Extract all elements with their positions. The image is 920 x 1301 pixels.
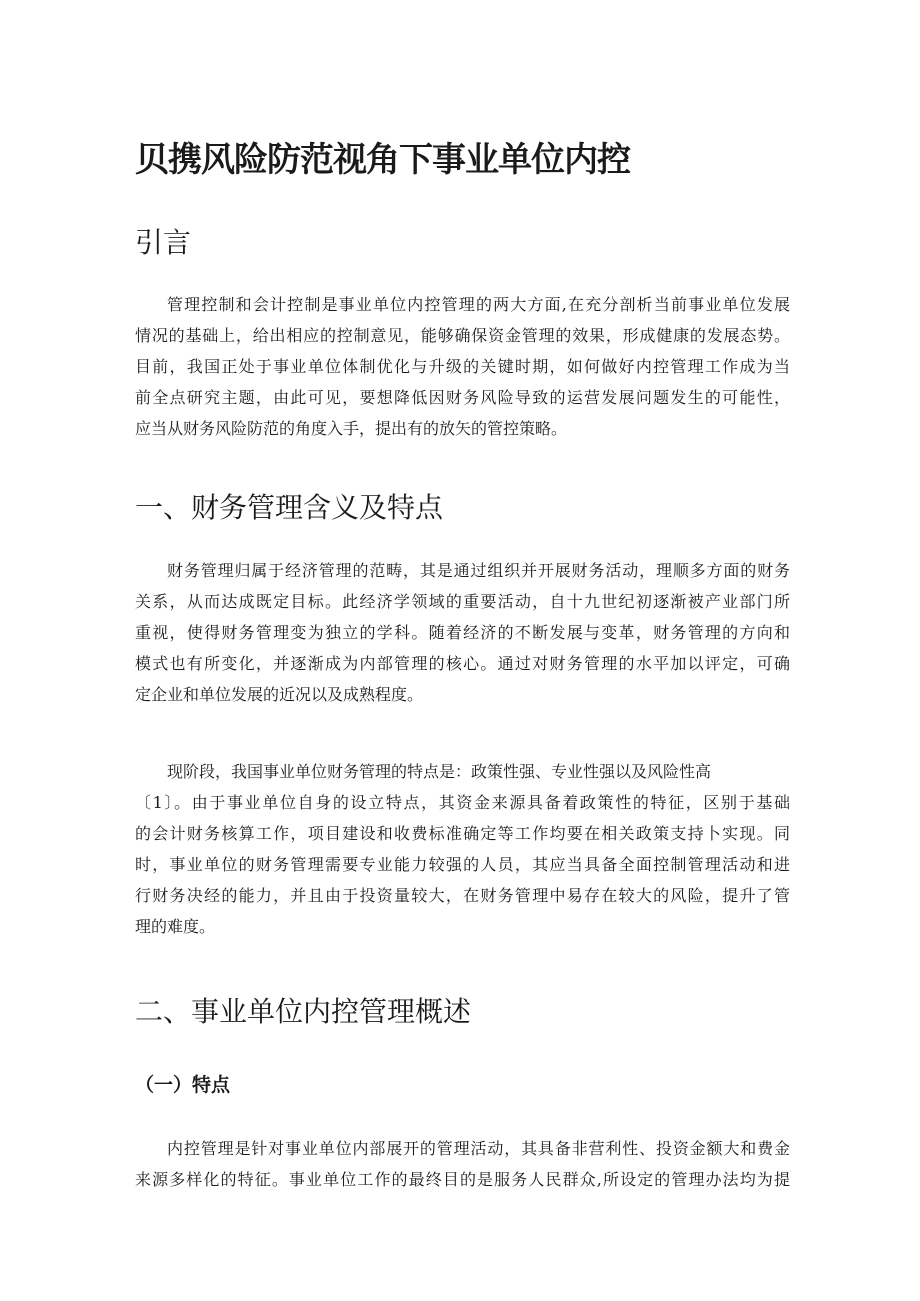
text-line: 重视，使得财务管理变为独立的学科。随着经济的不断发展与变革，财务管理的方向和 (135, 623, 790, 642)
intro-paragraph (135, 289, 790, 444)
text-line: 理的难度。 (135, 917, 216, 936)
text-line: 情况的基础上，给出相应的控制意见，能够确保资金管理的效果，形成健康的发展态势。 (135, 326, 790, 345)
text-line: 〔1〕。由于事业单位自身的设立特点，其资金来源具备着政策性的特征，区别于基础 (135, 793, 790, 812)
text-line: 内控管理是针对事业单位内部展开的管理活动，其具备非营利性、投资金额大和费金 (167, 1139, 790, 1158)
text-line: 应当从财务风险防范的角度入手，提出有的放矢的管控策略。 (135, 419, 568, 438)
intro-heading: 引言 (135, 226, 192, 259)
text-line: 行财务决经的能力，并且由于投资量较大，在财务管理中易存在较大的风险，提升了管 (135, 886, 790, 905)
text-line: 的会计财务核算工作，项目建设和收费标准确定等工作均要在相关政策支持卜实现。同 (135, 824, 790, 843)
section-1-paragraph-2 (135, 756, 790, 942)
section-1-heading: 一、财务管理含义及特点 (135, 491, 444, 524)
text-line: 定企业和单位发展的近况以及成熟程度。 (135, 685, 424, 704)
section-2-paragraph-1 (135, 1133, 790, 1195)
document-title: 贝携风险防范视角下事业单位内控 (135, 140, 630, 180)
section-2-subheading: （一）特点 (135, 1074, 231, 1096)
text-line: 关系，从而达成既定目标。此经济学领域的重要活动，自十九世纪初逐渐被产业部门所 (135, 592, 790, 611)
text-line: 时，事业单位的财务管理需要专业能力较强的人员，其应当具备全面控制管理活动和进 (135, 855, 790, 874)
text-line: 现阶段，我国事业单位财务管理的特点是：政策性强、专业性强以及风险性高 (167, 762, 712, 781)
text-line: 目前，我国正处于事业单位体制优化与升级的关键时期，如何做好内控管理工作成为当 (135, 357, 790, 376)
section-2-heading: 二、事业单位内控管理概述 (135, 995, 472, 1028)
text-line: 来源多样化的特征。事业单位工作的最终目的是服务人民群众,所设定的管理办法均为提 (135, 1170, 790, 1189)
text-line: 财务管理归属于经济管理的范畴，其是通过组织并开展财务活动，理顺多方面的财务 (167, 561, 790, 580)
text-line: 前全点研究主题，由此可见，要想降低因财务风险导致的运营发展问题发生的可能性， (135, 388, 790, 407)
text-line: 模式也有所变化，并逐渐成为内部管理的核心。通过对财务管理的水平加以评定，可确 (135, 654, 790, 673)
text-line: 管理控制和会计控制是事业单位内控管理的两大方面,在充分剖析当前事业单位发展 (167, 295, 790, 314)
section-1-paragraph-1 (135, 555, 790, 710)
